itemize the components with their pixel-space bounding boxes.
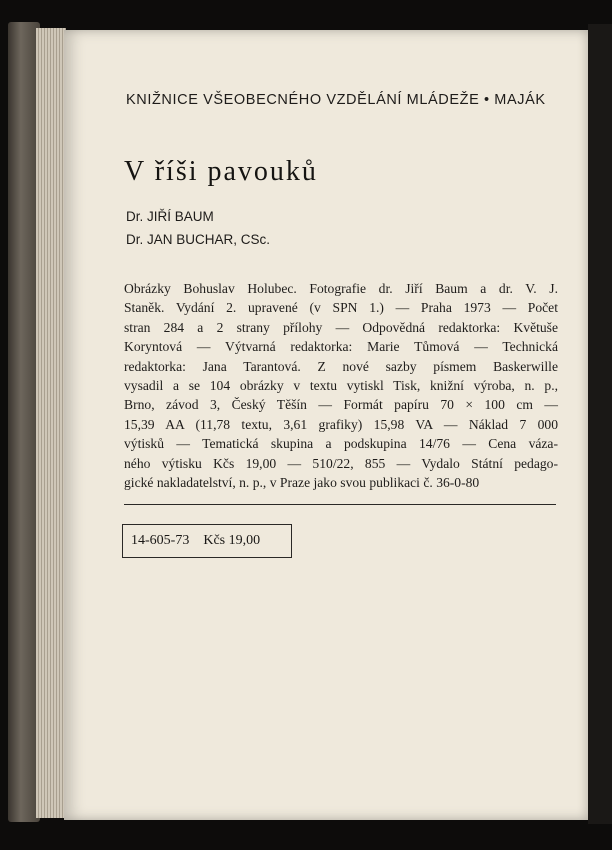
book-title: V říši pavouků xyxy=(124,156,318,187)
background-edge xyxy=(588,24,612,824)
author-2: Dr. JAN BUCHAR, CSc. xyxy=(126,232,271,247)
imprint-line: gické nakladatelství, n. p., v Praze jako svou publikaci č. 36-0-80 xyxy=(124,475,480,491)
horizontal-rule xyxy=(124,504,556,505)
imprint-line: Obrázky Bohuslav Holubec. Fotografie dr. Jiří Baum a dr. V. J. xyxy=(124,281,558,296)
imprint-line: Staněk. Vydání 2. upravené (v SPN 1.) — Praha 1973 — Počet xyxy=(124,300,558,316)
price-box xyxy=(122,524,292,558)
imprint-line: vysadil a se 104 obrázky v textu vytiskl Tisk, knižní výroba, n. p., xyxy=(124,378,558,394)
imprint-line: 15,39 AA (11,78 textu, 3,61 grafiky) 15,98 VA — Náklad 7 000 xyxy=(124,416,558,432)
author-1: Dr. JIŘÍ BAUM xyxy=(126,209,214,224)
series-heading: KNIŽNICE VŠEOBECNÉHO VZDĚLÁNÍ MLÁDEŽE • MAJÁK xyxy=(126,92,546,108)
page-edges xyxy=(36,28,66,818)
catalog-code: 14-605-73 xyxy=(131,533,190,548)
author-list xyxy=(126,205,270,251)
price-label: Kčs 19,00 xyxy=(203,533,261,548)
imprint-paragraph xyxy=(124,279,558,492)
imprint-line: redaktorka: Jana Tarantová. Z nové sazby písmem Baskerwille xyxy=(124,358,558,374)
imprint-line: stran 284 a 2 strany přílohy — Odpovědná redaktorka: Květuše xyxy=(124,319,558,335)
imprint-line: Brno, závod 3, Český Těšín — Formát papíru 70 × 100 cm — xyxy=(124,397,558,413)
imprint-line: Koryntová — Výtvarná redaktorka: Marie Tůmová — Technická xyxy=(124,339,558,355)
imprint-line: výtisků — Tematická skupina a podskupina 14/76 — Cena váza- xyxy=(124,436,558,452)
imprint-line: ného výtisku Kčs 19,00 — 510/22, 855 — Vydalo Státní pedago- xyxy=(124,455,558,471)
